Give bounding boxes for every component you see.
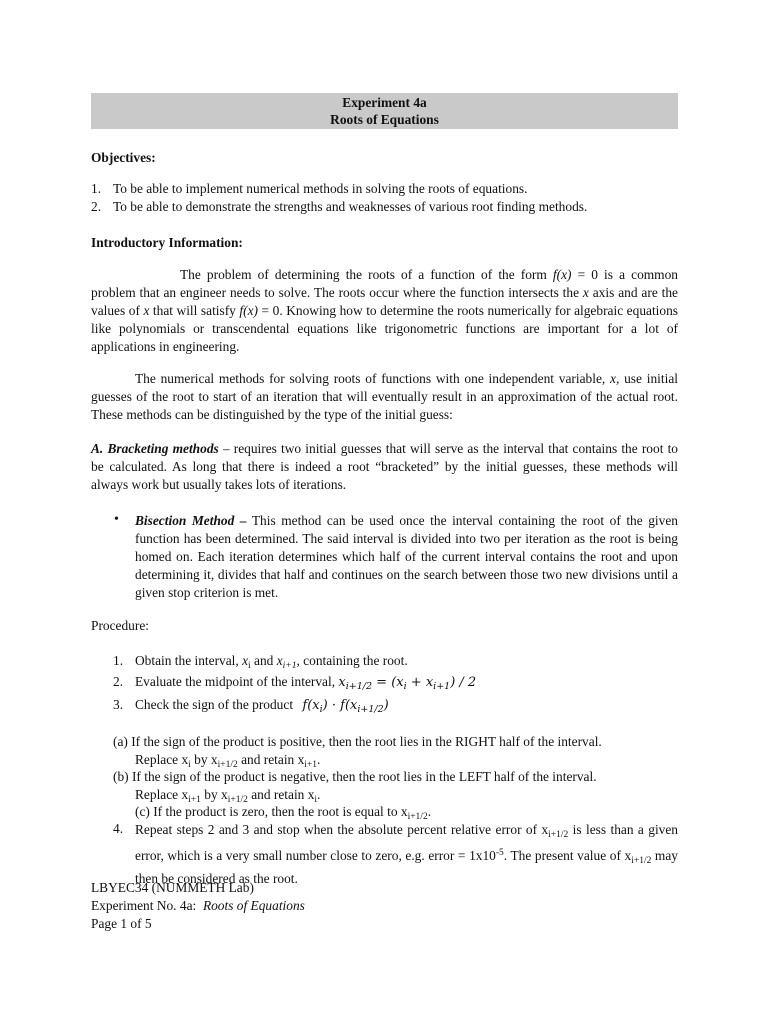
page-footer xyxy=(91,879,305,933)
bullet-icon: • xyxy=(114,512,119,527)
text-run: Experiment No. 4a: xyxy=(91,898,203,913)
text-run: (c) If the product is zero, then the root is equal to x xyxy=(135,804,408,819)
math-x: x xyxy=(338,675,346,690)
step-number: 4. xyxy=(113,821,124,836)
text-run: by x xyxy=(200,787,228,802)
math-run: + x xyxy=(406,675,434,690)
subscript: i xyxy=(319,704,323,715)
subscript: i+1 xyxy=(304,760,318,770)
case-b-line-1: (b) If the sign of the product is negative, then the root lies in the LEFT half of the interval. xyxy=(113,769,597,784)
bracketing-paragraph xyxy=(91,440,678,494)
intro-paragraph-2 xyxy=(91,370,678,424)
objectives-list xyxy=(91,180,691,216)
subscript: i xyxy=(403,681,407,692)
math-run: ) / 2 xyxy=(450,675,477,690)
math-run: ) xyxy=(383,698,389,713)
text-run: Check the sign of the product xyxy=(135,697,297,712)
text-run: , containing the root. xyxy=(296,653,408,668)
step-number: 2. xyxy=(113,674,124,689)
experiment-reference xyxy=(91,897,305,915)
math-x: x xyxy=(143,303,150,318)
text-run: Evaluate the midpoint of the interval, xyxy=(135,674,339,689)
text-run: may then be considered as the root. xyxy=(135,848,678,886)
objectives-heading: Objectives: xyxy=(91,150,156,165)
intro-paragraph-1 xyxy=(91,266,678,356)
subscript: i+1/2 xyxy=(345,681,373,692)
math-run: f(x xyxy=(302,698,320,713)
text-run: Obtain the interval, xyxy=(135,653,243,668)
subscript: i+1 xyxy=(188,795,201,805)
title-banner xyxy=(91,93,678,129)
math-x: x, xyxy=(610,371,620,386)
case-b-line-2 xyxy=(135,787,320,805)
superscript: -5 xyxy=(495,848,504,858)
text-run: Replace x xyxy=(135,752,189,767)
midpoint-formula xyxy=(338,675,476,690)
text-run: by x xyxy=(190,752,218,767)
procedure-heading: Procedure: xyxy=(91,618,150,633)
text-run: The problem of determining the roots of a function of the form xyxy=(180,267,553,282)
text-run: and retain x xyxy=(247,787,315,802)
math-x: x xyxy=(276,653,283,668)
subscript: i+1/2 xyxy=(217,760,238,770)
text-run: is less than a given error, which is a very small number close to zero, e.g. error = 1x10 xyxy=(135,822,678,863)
subscript: i+1/2 xyxy=(631,856,652,866)
math-fx: f(x) xyxy=(239,303,259,318)
text-run: = 0. Knowing how to determine the roots numerically for algebraic equations like polynomials or transcendental equations like trigonometric functions are important for a lot of applications in engineering. xyxy=(91,303,678,354)
procedure-step-1 xyxy=(113,653,683,671)
subscript: i xyxy=(314,795,318,805)
text-run: axis and are the values of xyxy=(91,285,678,318)
math-run: = (x xyxy=(372,675,404,690)
bisection-paragraph xyxy=(135,512,678,602)
objective-item xyxy=(91,198,691,216)
subscript: i+1/2 xyxy=(548,830,569,840)
math-run: ) · f(x xyxy=(322,698,358,713)
text-run: The numerical methods for solving roots of functions with one independent variable, xyxy=(135,371,611,386)
procedure-step-2 xyxy=(113,674,683,692)
case-a-line-2 xyxy=(135,752,320,770)
text-run: – requires two initial guesses that will serve as the interval that contains the root to be calculated. As long that there is indeed a root “bracketed” by the initial guesses, these methods will always work but usually takes lots of iterations. xyxy=(91,441,678,492)
step-number: 3. xyxy=(113,697,124,712)
bracketing-label: A. Bracketing methods xyxy=(91,441,219,456)
text-run: and xyxy=(250,653,277,668)
subscript: i xyxy=(248,661,251,671)
subscript: i+1/2 xyxy=(407,812,428,822)
bisection-label: Bisection Method – xyxy=(135,513,247,528)
product-formula xyxy=(302,698,388,713)
objective-text: To be able to implement numerical methods in solving the roots of equations. xyxy=(113,181,528,196)
text-run: = 0 is a common problem that an engineer needs to solve. The roots occur where the function intersects the xyxy=(91,267,678,300)
intro-heading: Introductory Information: xyxy=(91,235,243,250)
text-run: and retain x xyxy=(237,752,305,767)
text-run: This method can be used once the interval containing the root of the given function has been determined. The said interval is divided into two per iteration as the root is being homed on. Each iteration determines which half of the current interval contains the root and upon determining it, divides that half and continues on the search between those two new divisions until a given stop criterion is met. xyxy=(135,513,678,600)
subscript: i+1/2 xyxy=(357,704,384,715)
text-run: that will satisfy xyxy=(149,303,240,318)
objective-number: 2. xyxy=(91,199,102,214)
text-run: . xyxy=(317,787,321,802)
step-number: 1. xyxy=(113,653,124,668)
subscript: i+1 xyxy=(282,661,297,671)
text-run: . xyxy=(317,752,321,767)
experiment-name: Roots of Equations xyxy=(202,898,305,913)
subscript: i+1/2 xyxy=(227,795,248,805)
objective-item xyxy=(91,180,691,198)
experiment-number: Experiment 4a xyxy=(342,95,427,110)
text-run: . The present value of x xyxy=(503,848,632,863)
experiment-title: Roots of Equations xyxy=(330,112,439,127)
text-run: Replace x xyxy=(135,787,189,802)
text-run: use initial guesses of the root to start of an iteration that will eventually result in an approximation of the actual root. These methods can be distinguished by the type of the initial guess: xyxy=(91,371,678,422)
subscript: i+1 xyxy=(433,681,451,692)
objective-number: 1. xyxy=(91,181,102,196)
procedure-step-3 xyxy=(113,697,683,715)
math-x: x xyxy=(242,653,249,668)
math-fx: f(x) xyxy=(552,267,572,282)
course-code: LBYEC34 (NUMMETH Lab) xyxy=(91,880,254,895)
objective-text: To be able to demonstrate the strengths and weaknesses of various root finding methods. xyxy=(113,199,588,214)
procedure-step-4 xyxy=(135,821,678,888)
page-number: Page 1 of 5 xyxy=(91,916,152,931)
text-run: . xyxy=(427,804,432,819)
math-x: x xyxy=(582,285,589,300)
subscript: i xyxy=(188,760,191,770)
text-run: Repeat steps 2 and 3 and stop when the absolute percent relative error of x xyxy=(135,822,549,837)
case-a-line-1: (a) If the sign of the product is positive, then the root lies in the RIGHT half of the interval. xyxy=(113,734,602,749)
case-c-line xyxy=(135,804,431,822)
